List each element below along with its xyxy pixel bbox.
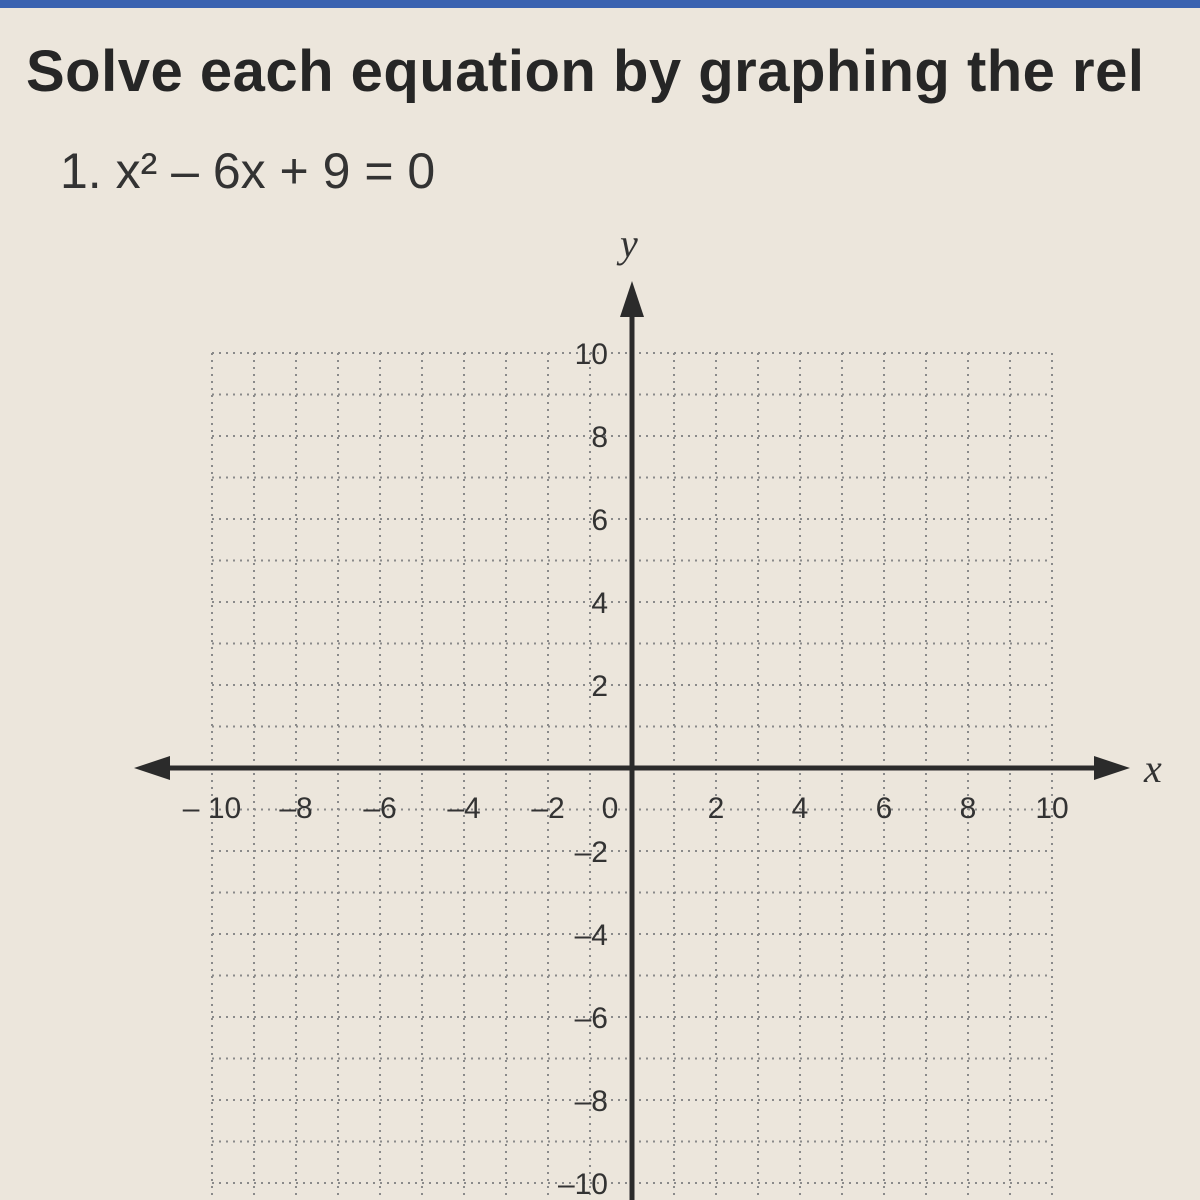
x-axis-label: x [1144, 746, 1162, 791]
x-axis-right-arrow [1094, 756, 1130, 780]
y-tick-label: –8 [574, 1085, 608, 1118]
y-axis-label: y [620, 221, 638, 266]
y-tick-label: 10 [574, 338, 608, 371]
tick-labels [183, 221, 1162, 1200]
x-axis-left-arrow [134, 756, 170, 780]
x-tick-label: 10 [1035, 792, 1069, 825]
y-tick-label: –6 [574, 1002, 608, 1035]
x-tick-label: 8 [959, 792, 977, 825]
x-tick-label: –6 [363, 792, 397, 825]
axes [134, 281, 1130, 1200]
x-tick-label: 0 [601, 792, 619, 825]
instructions-heading: Solve each equation by graphing the rel [26, 39, 1145, 104]
y-tick-label: –10 [557, 1168, 608, 1200]
problem-number: 1. [60, 143, 102, 199]
x-tick-label: 4 [791, 792, 809, 825]
y-tick-label: 2 [591, 670, 608, 703]
x-tick-label: – 10 [182, 792, 242, 825]
y-axis-arrow [620, 281, 644, 317]
y-tick-label: 4 [591, 587, 608, 620]
y-tick-label: –4 [574, 919, 608, 952]
x-tick-label: 6 [875, 792, 893, 825]
y-tick-label: 8 [591, 421, 608, 454]
problem-expression: x² – 6x + 9 = 0 [115, 143, 436, 199]
x-tick-label: –2 [531, 792, 565, 825]
x-tick-label: 2 [707, 792, 725, 825]
y-tick-label: 6 [591, 504, 608, 537]
x-tick-label: –8 [279, 792, 313, 825]
x-tick-label: –4 [447, 792, 481, 825]
y-tick-label: –2 [574, 836, 608, 869]
